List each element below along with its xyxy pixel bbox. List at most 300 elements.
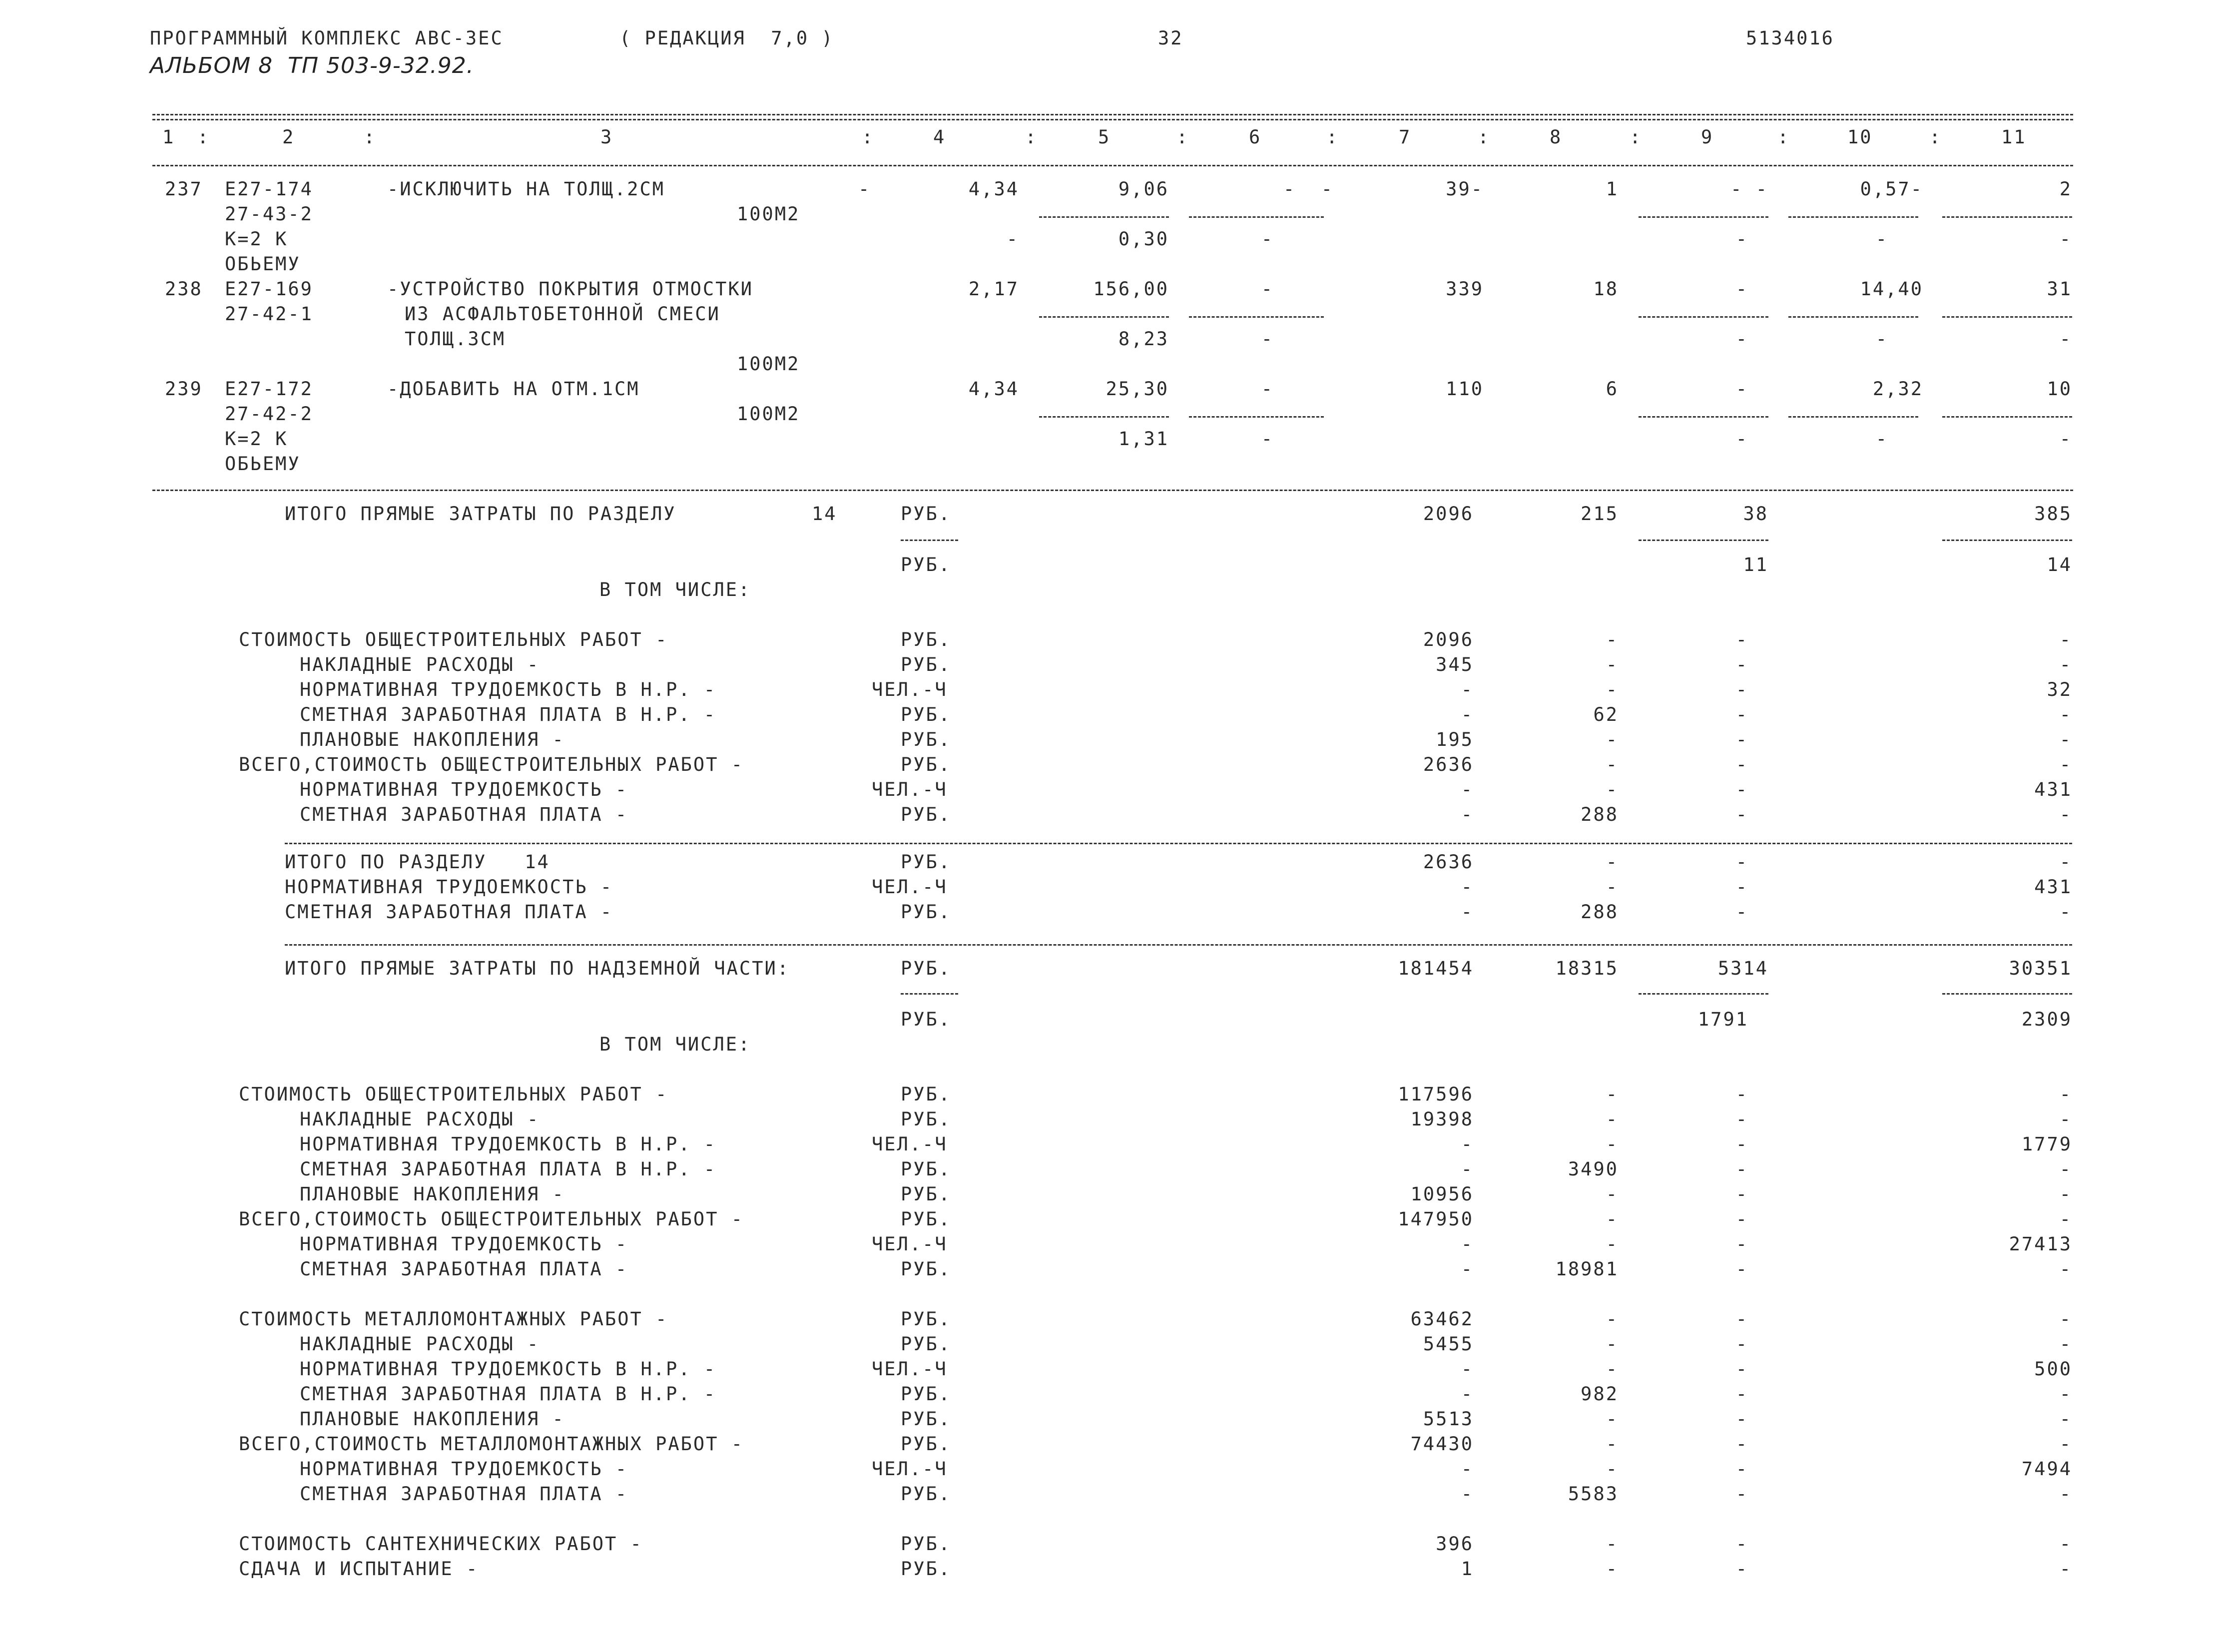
line-col11: - <box>2059 1084 2072 1105</box>
section-total-wage: 215 <box>1581 503 1619 525</box>
line-col9: - <box>1735 729 1748 750</box>
line-cost: 2636 <box>1423 754 1474 775</box>
line-cost: - <box>1461 901 1474 923</box>
sub-rule <box>1942 216 2072 218</box>
line-label: НОРМАТИВНАЯ ТРУДОЕМКОСТЬ В Н.Р. - <box>300 679 717 700</box>
line-col11: - <box>2059 704 2072 725</box>
col-11-value: 10 <box>2047 378 2072 400</box>
sub-rule <box>1639 540 1768 541</box>
line-col11: - <box>2059 851 2072 873</box>
line-col9: - <box>1735 804 1748 825</box>
line-unit: РУБ. <box>901 1258 952 1280</box>
line-wage: - <box>1606 1558 1619 1580</box>
section-rule <box>285 843 2072 844</box>
sub-rule <box>1639 216 1768 218</box>
line-cost: - <box>1461 1233 1474 1255</box>
line-wage: - <box>1606 629 1619 650</box>
column-separators: : <box>1929 126 1942 148</box>
sub-rule <box>1639 993 1768 995</box>
line-col11: - <box>2059 1333 2072 1355</box>
col-1-header: 1 <box>162 126 175 148</box>
line-unit: ЧЕЛ.-Ч <box>872 1358 948 1380</box>
line-wage: 288 <box>1581 901 1619 923</box>
quantity: 4,34 <box>968 178 1019 200</box>
line-label: НОРМАТИВНАЯ ТРУДОЕМКОСТЬ В Н.Р. - <box>300 1133 717 1155</box>
unit-cost: 9,06 <box>1118 178 1169 200</box>
col-3-header: 3 <box>600 126 613 148</box>
above-ground-total-cost: 181454 <box>1398 958 1474 979</box>
line-col11: - <box>2059 1108 2072 1130</box>
line-wage: - <box>1606 1108 1619 1130</box>
column-separators: : <box>1326 126 1339 148</box>
line-cost: 147950 <box>1398 1208 1474 1230</box>
line-label: СМЕТНАЯ ЗАРАБОТНАЯ ПЛАТА В Н.Р. - <box>300 704 717 725</box>
line-unit: РУБ. <box>901 1558 952 1580</box>
quantity: 2,17 <box>968 278 1019 300</box>
table-top-rule-2 <box>152 119 2073 120</box>
col-6-sub: - <box>1261 428 1274 450</box>
line-col11: 32 <box>2047 679 2072 700</box>
unit-of-measure: 100М2 <box>737 203 800 225</box>
sub-rule <box>1942 416 2072 418</box>
line-cost: 345 <box>1436 654 1474 675</box>
unit-cost-wage: 0,30 <box>1118 228 1169 250</box>
sub-rule <box>1039 216 1169 218</box>
line-cost: - <box>1461 779 1474 800</box>
unit-cost-wage: 8,23 <box>1118 328 1169 350</box>
section-total-col9-sub: 11 <box>1743 554 1768 575</box>
total-wage: 6 <box>1606 378 1619 400</box>
sub-rule <box>1639 316 1768 318</box>
line-wage: - <box>1606 851 1619 873</box>
line-col11: 431 <box>2034 876 2072 898</box>
above-ground-total-col9-sub: 1791 <box>1697 1009 1748 1030</box>
line-cost: 74430 <box>1410 1433 1474 1455</box>
unit-cost: 25,30 <box>1106 378 1169 400</box>
above-ground-total-wage: 18315 <box>1555 958 1619 979</box>
col-9-value: - <box>1735 278 1748 300</box>
unit-cost: 156,00 <box>1093 278 1169 300</box>
sub-rule <box>1039 316 1169 318</box>
column-separators: : <box>1025 126 1038 148</box>
line-col11: - <box>2059 1183 2072 1205</box>
line-unit: ЧЕЛ.-Ч <box>872 1133 948 1155</box>
line-cost: 5455 <box>1423 1333 1474 1355</box>
line-unit: РУБ. <box>901 804 952 825</box>
line-cost: - <box>1461 1483 1474 1505</box>
col-4-header: 4 <box>933 126 946 148</box>
line-label: СМЕТНАЯ ЗАРАБОТНАЯ ПЛАТА - <box>300 1483 628 1505</box>
line-col9: - <box>1735 754 1748 775</box>
total-wage: 18 <box>1593 278 1619 300</box>
above-ground-total-col9: 5314 <box>1717 958 1768 979</box>
rate-coefficient-note: ОБЬЕМУ <box>225 253 301 275</box>
line-unit: РУБ. <box>901 1333 952 1355</box>
col-2-header: 2 <box>282 126 295 148</box>
line-label: ВСЕГО,СТОИМОСТЬ ОБЩЕСТРОИТЕЛЬНЫХ РАБОТ - <box>239 754 744 775</box>
line-cost: - <box>1461 876 1474 898</box>
row-number: 239 <box>165 378 203 400</box>
line-label: НАКЛАДНЫЕ РАСХОДЫ - <box>300 1108 540 1130</box>
above-ground-total-col11: 30351 <box>2009 958 2072 979</box>
sub-rule <box>1788 216 1918 218</box>
line-cost: - <box>1461 1158 1474 1180</box>
line-cost: 2096 <box>1423 629 1474 650</box>
line-label: ПЛАНОВЫЕ НАКОПЛЕНИЯ - <box>300 729 565 750</box>
section-total-cost: 2096 <box>1423 503 1474 525</box>
line-col11: - <box>2059 1483 2072 1505</box>
section-total-unit-2: РУБ. <box>901 554 952 575</box>
line-label: НОРМАТИВНАЯ ТРУДОЕМКОСТЬ - <box>285 876 613 898</box>
line-label: НОРМАТИВНАЯ ТРУДОЕМКОСТЬ В Н.Р. - <box>300 1358 717 1380</box>
sub-rule <box>901 540 958 541</box>
line-unit: РУБ. <box>901 1383 952 1405</box>
line-wage: 5583 <box>1568 1483 1619 1505</box>
line-unit: ЧЕЛ.-Ч <box>872 876 948 898</box>
row-number: 238 <box>165 278 203 300</box>
line-wage: 62 <box>1593 704 1619 725</box>
line-wage: - <box>1606 1208 1619 1230</box>
col-10-value: 14,40 <box>1860 278 1923 300</box>
line-cost: - <box>1461 1358 1474 1380</box>
col-9-value: - - <box>1730 178 1768 200</box>
line-col9: - <box>1735 1084 1748 1105</box>
line-cost: 117596 <box>1398 1084 1474 1105</box>
sub-rule <box>1942 540 2072 541</box>
section-rule <box>285 944 2072 946</box>
col-11-sub: - <box>2059 228 2072 250</box>
section-total-unit: РУБ. <box>901 503 952 525</box>
work-description: -УСТРОЙСТВО ПОКРЫТИЯ ОТМОСТКИ <box>387 278 754 300</box>
unit-of-measure: 100М2 <box>737 353 800 375</box>
work-description: -ДОБАВИТЬ НА ОТМ.1СМ <box>387 378 640 400</box>
sub-rule <box>1942 316 2072 318</box>
column-separators: : <box>364 126 377 148</box>
table-top-rule <box>152 114 2073 115</box>
column-separators: : <box>1478 126 1491 148</box>
col-9-sub: - <box>1735 328 1748 350</box>
line-wage: - <box>1606 1084 1619 1105</box>
line-cost: 10956 <box>1410 1183 1474 1205</box>
line-unit: РУБ. <box>901 1108 952 1130</box>
line-wage: - <box>1606 1333 1619 1355</box>
line-wage: - <box>1606 754 1619 775</box>
sub-rule <box>1639 416 1768 418</box>
line-cost: - <box>1461 1133 1474 1155</box>
line-cost: - <box>1461 804 1474 825</box>
line-col9: - <box>1735 1308 1748 1330</box>
line-label: СТОИМОСТЬ МЕТАЛЛОМОНТАЖНЫХ РАБОТ - <box>239 1308 668 1330</box>
line-wage: - <box>1606 1183 1619 1205</box>
document-code: 5134016 <box>1746 27 1834 49</box>
line-col11: - <box>2059 729 2072 750</box>
col-5-header: 5 <box>1098 126 1111 148</box>
line-col9: - <box>1735 1333 1748 1355</box>
col-10-header: 10 <box>1847 126 1873 148</box>
program-edition: ( РЕДАКЦИЯ 7,0 ) <box>619 27 834 49</box>
line-col11: - <box>2059 1308 2072 1330</box>
line-wage: - <box>1606 1233 1619 1255</box>
line-col9: - <box>1735 1358 1748 1380</box>
line-col9: - <box>1735 1133 1748 1155</box>
line-col9: - <box>1735 1433 1748 1455</box>
rate-coefficient-note: ОБЬЕМУ <box>225 453 301 475</box>
col-7-header: 7 <box>1399 126 1412 148</box>
line-label: СТОИМОСТЬ ОБЩЕСТРОИТЕЛЬНЫХ РАБОТ - <box>239 1084 668 1105</box>
line-label: НАКЛАДНЫЕ РАСХОДЫ - <box>300 654 540 675</box>
line-label: ВСЕГО,СТОИМОСТЬ МЕТАЛЛОМОНТАЖНЫХ РАБОТ - <box>239 1433 744 1455</box>
line-cost: 396 <box>1436 1533 1474 1555</box>
line-cost: 2636 <box>1423 851 1474 873</box>
sub-rule <box>1039 416 1169 418</box>
line-wage: 288 <box>1581 804 1619 825</box>
line-col11: - <box>2059 1383 2072 1405</box>
line-col11: - <box>2059 1558 2072 1580</box>
line-col9: - <box>1735 1233 1748 1255</box>
header-bottom-rule <box>152 165 2073 166</box>
col-10-sub: - <box>1875 328 1888 350</box>
line-label: НОРМАТИВНАЯ ТРУДОЕМКОСТЬ - <box>300 779 628 800</box>
line-label: СМЕТНАЯ ЗАРАБОТНАЯ ПЛАТА - <box>285 901 613 923</box>
line-col11: 7494 <box>2021 1458 2072 1480</box>
line-unit: ЧЕЛ.-Ч <box>872 1458 948 1480</box>
line-wage: - <box>1606 779 1619 800</box>
line-label: СТОИМОСТЬ ОБЩЕСТРОИТЕЛЬНЫХ РАБОТ - <box>239 629 668 650</box>
line-col11: - <box>2059 1433 2072 1455</box>
line-unit: РУБ. <box>901 704 952 725</box>
col-6-value: - <box>1261 278 1274 300</box>
sub-rule <box>1788 416 1918 418</box>
line-col9: - <box>1735 1258 1748 1280</box>
line-col9: - <box>1735 779 1748 800</box>
line-wage: - <box>1606 654 1619 675</box>
line-col9: - <box>1735 901 1748 923</box>
line-col11: 500 <box>2034 1358 2072 1380</box>
line-unit: ЧЕЛ.-Ч <box>872 679 948 700</box>
work-description-3: ТОЛЩ.3СМ <box>405 328 506 350</box>
line-cost: - <box>1461 1258 1474 1280</box>
col-10-sub: - <box>1875 428 1888 450</box>
col-6-sub: - <box>1261 228 1274 250</box>
sub-rule <box>1189 216 1324 218</box>
total-cost: 339 <box>1446 278 1484 300</box>
line-col11: - <box>2059 1258 2072 1280</box>
line-col9: - <box>1735 1158 1748 1180</box>
line-wage: - <box>1606 876 1619 898</box>
line-label: СМЕТНАЯ ЗАРАБОТНАЯ ПЛАТА - <box>300 1258 628 1280</box>
line-cost: 19398 <box>1410 1108 1474 1130</box>
sub-rule <box>1189 316 1324 318</box>
total-wage: 1 <box>1606 178 1619 200</box>
line-col9: - <box>1735 654 1748 675</box>
line-col11: - <box>2059 1533 2072 1555</box>
line-col9: - <box>1735 679 1748 700</box>
line-col11: 27413 <box>2009 1233 2072 1255</box>
line-unit: РУБ. <box>901 654 952 675</box>
rate-subcode: 27-42-2 <box>225 403 313 425</box>
line-col9: - <box>1735 1533 1748 1555</box>
section-total-number: 14 <box>812 503 837 525</box>
line-col9: - <box>1735 1383 1748 1405</box>
above-ground-total-label: ИТОГО ПРЯМЫЕ ЗАТРАТЫ ПО НАДЗЕМНОЙ ЧАСТИ: <box>285 958 790 979</box>
line-label: СМЕТНАЯ ЗАРАБОТНАЯ ПЛАТА - <box>300 804 628 825</box>
line-wage: - <box>1606 1458 1619 1480</box>
line-col11: - <box>2059 1208 2072 1230</box>
rate-code: Е27-172 <box>225 378 313 400</box>
line-label: НАКЛАДНЫЕ РАСХОДЫ - <box>300 1333 540 1355</box>
line-col9: - <box>1735 876 1748 898</box>
col-11-header: 11 <box>2001 126 2027 148</box>
including-heading: В ТОМ ЧИСЛЕ: <box>599 579 751 600</box>
line-col9: - <box>1735 1408 1748 1430</box>
work-description: -ИСКЛЮЧИТЬ НА ТОЛЩ.2СМ <box>387 178 665 200</box>
unit-of-measure: 100М2 <box>737 403 800 425</box>
line-label: СМЕТНАЯ ЗАРАБОТНАЯ ПЛАТА В Н.Р. - <box>300 1383 717 1405</box>
line-label: СМЕТНАЯ ЗАРАБОТНАЯ ПЛАТА В Н.Р. - <box>300 1158 717 1180</box>
col-9-header: 9 <box>1701 126 1714 148</box>
column-separators: : <box>197 126 210 148</box>
sub-rule <box>1189 416 1324 418</box>
line-col11: - <box>2059 901 2072 923</box>
line-wage: - <box>1606 729 1619 750</box>
line-col11: - <box>2059 654 2072 675</box>
line-label: НОРМАТИВНАЯ ТРУДОЕМКОСТЬ - <box>300 1233 628 1255</box>
line-col9: - <box>1735 629 1748 650</box>
column-separators: : <box>1777 126 1790 148</box>
album-reference: АЛЬБОМ 8 ТП 503-9-32.92. <box>150 53 474 78</box>
col-6-value: - <box>1261 378 1274 400</box>
line-wage: - <box>1606 679 1619 700</box>
line-unit: РУБ. <box>901 1533 952 1555</box>
col-11-sub: - <box>2059 328 2072 350</box>
sub-rule <box>901 993 958 995</box>
line-wage: - <box>1606 1133 1619 1155</box>
above-ground-total-col11-sub: 2309 <box>2021 1009 2072 1030</box>
rows-bottom-rule <box>152 490 2073 491</box>
column-separators: : <box>1176 126 1189 148</box>
col-10-value: 2,32 <box>1872 378 1923 400</box>
line-col9: - <box>1735 1108 1748 1130</box>
line-unit: ЧЕЛ.-Ч <box>872 1233 948 1255</box>
line-col11: - <box>2059 754 2072 775</box>
program-title: ПРОГРАММНЫЙ КОМПЛЕКС АВС-3ЕС <box>150 27 504 49</box>
line-wage: 982 <box>1581 1383 1619 1405</box>
line-wage: - <box>1606 1533 1619 1555</box>
total-cost: 110 <box>1446 378 1484 400</box>
line-col9: - <box>1735 851 1748 873</box>
col-6-sub: - <box>1261 328 1274 350</box>
line-wage: - <box>1606 1358 1619 1380</box>
line-unit: РУБ. <box>901 851 952 873</box>
col-9-sub: - <box>1735 428 1748 450</box>
line-wage: 18981 <box>1555 1258 1619 1280</box>
line-unit: РУБ. <box>901 1408 952 1430</box>
above-ground-total-unit-2: РУБ. <box>901 1009 952 1030</box>
line-cost: - <box>1461 1383 1474 1405</box>
line-label: ИТОГО ПО РАЗДЕЛУ 14 <box>285 851 550 873</box>
including-heading: В ТОМ ЧИСЛЕ: <box>599 1034 751 1055</box>
col-9-value: - <box>1735 378 1748 400</box>
line-wage: - <box>1606 1308 1619 1330</box>
unit-cost-wage: 1,31 <box>1118 428 1169 450</box>
line-label: ПЛАНОВЫЕ НАКОПЛЕНИЯ - <box>300 1183 565 1205</box>
above-ground-total-unit: РУБ. <box>901 958 952 979</box>
line-unit: РУБ. <box>901 1433 952 1455</box>
section-total-col11-sub: 14 <box>2047 554 2072 575</box>
page-number: 32 <box>1158 27 1183 49</box>
line-col9: - <box>1735 1458 1748 1480</box>
col-6-header: 6 <box>1249 126 1262 148</box>
line-cost: - <box>1461 679 1474 700</box>
line-unit: РУБ. <box>901 901 952 923</box>
line-label: СДАЧА И ИСПЫТАНИЕ - <box>239 1558 479 1580</box>
section-total-col9: 38 <box>1743 503 1768 525</box>
line-cost: - <box>1461 1458 1474 1480</box>
col-8-header: 8 <box>1550 126 1563 148</box>
line-wage: 3490 <box>1568 1158 1619 1180</box>
line-col9: - <box>1735 1183 1748 1205</box>
col-11-sub: - <box>2059 428 2072 450</box>
line-label: ВСЕГО,СТОИМОСТЬ ОБЩЕСТРОИТЕЛЬНЫХ РАБОТ - <box>239 1208 744 1230</box>
line-unit: РУБ. <box>901 729 952 750</box>
line-col9: - <box>1735 1483 1748 1505</box>
line-cost: - <box>1461 704 1474 725</box>
line-col11: - <box>2059 629 2072 650</box>
rate-coefficient: K=2 K <box>225 428 288 450</box>
rate-code: Е27-174 <box>225 178 313 200</box>
line-label: СТОИМОСТЬ САНТЕХНИЧЕСКИХ РАБОТ - <box>239 1533 643 1555</box>
line-col9: - <box>1735 1208 1748 1230</box>
line-label: ПЛАНОВЫЕ НАКОПЛЕНИЯ - <box>300 1408 565 1430</box>
column-separators: : <box>1630 126 1643 148</box>
line-unit: РУБ. <box>901 1483 952 1505</box>
line-unit: РУБ. <box>901 629 952 650</box>
rate-subcode: 27-43-2 <box>225 203 313 225</box>
line-unit: РУБ. <box>901 1084 952 1105</box>
col-11-value: 31 <box>2047 278 2072 300</box>
section-total-label: ИТОГО ПРЯМЫЕ ЗАТРАТЫ ПО РАЗДЕЛУ <box>285 503 676 525</box>
line-unit: РУБ. <box>901 1183 952 1205</box>
work-description-2: ИЗ АСФАЛЬТОБЕТОННОЙ СМЕСИ <box>405 303 720 325</box>
quantity: 4,34 <box>968 378 1019 400</box>
line-col11: - <box>2059 1158 2072 1180</box>
row-number: 237 <box>165 178 203 200</box>
line-unit: РУБ. <box>901 754 952 775</box>
line-wage: - <box>1606 1433 1619 1455</box>
line-cost: 195 <box>1436 729 1474 750</box>
col-11-value: 2 <box>2059 178 2072 200</box>
col-6-value: - - <box>1283 178 1334 200</box>
line-unit: РУБ. <box>901 1308 952 1330</box>
line-col11: 431 <box>2034 779 2072 800</box>
quantity-sub: - <box>1006 228 1019 250</box>
total-cost: 39- <box>1446 178 1484 200</box>
rate-coefficient: K=2 K <box>225 228 288 250</box>
sub-rule <box>1942 993 2072 995</box>
rate-subcode: 27-42-1 <box>225 303 313 325</box>
sub-rule <box>1788 316 1918 318</box>
line-cost: 63462 <box>1410 1308 1474 1330</box>
col-10-sub: - <box>1875 228 1888 250</box>
column-separators: : <box>862 126 875 148</box>
line-unit: РУБ. <box>901 1158 952 1180</box>
rate-code: Е27-169 <box>225 278 313 300</box>
line-col9: - <box>1735 1558 1748 1580</box>
line-unit: РУБ. <box>901 1208 952 1230</box>
line-cost: 1 <box>1461 1558 1474 1580</box>
line-col9: - <box>1735 704 1748 725</box>
line-col11: - <box>2059 1408 2072 1430</box>
